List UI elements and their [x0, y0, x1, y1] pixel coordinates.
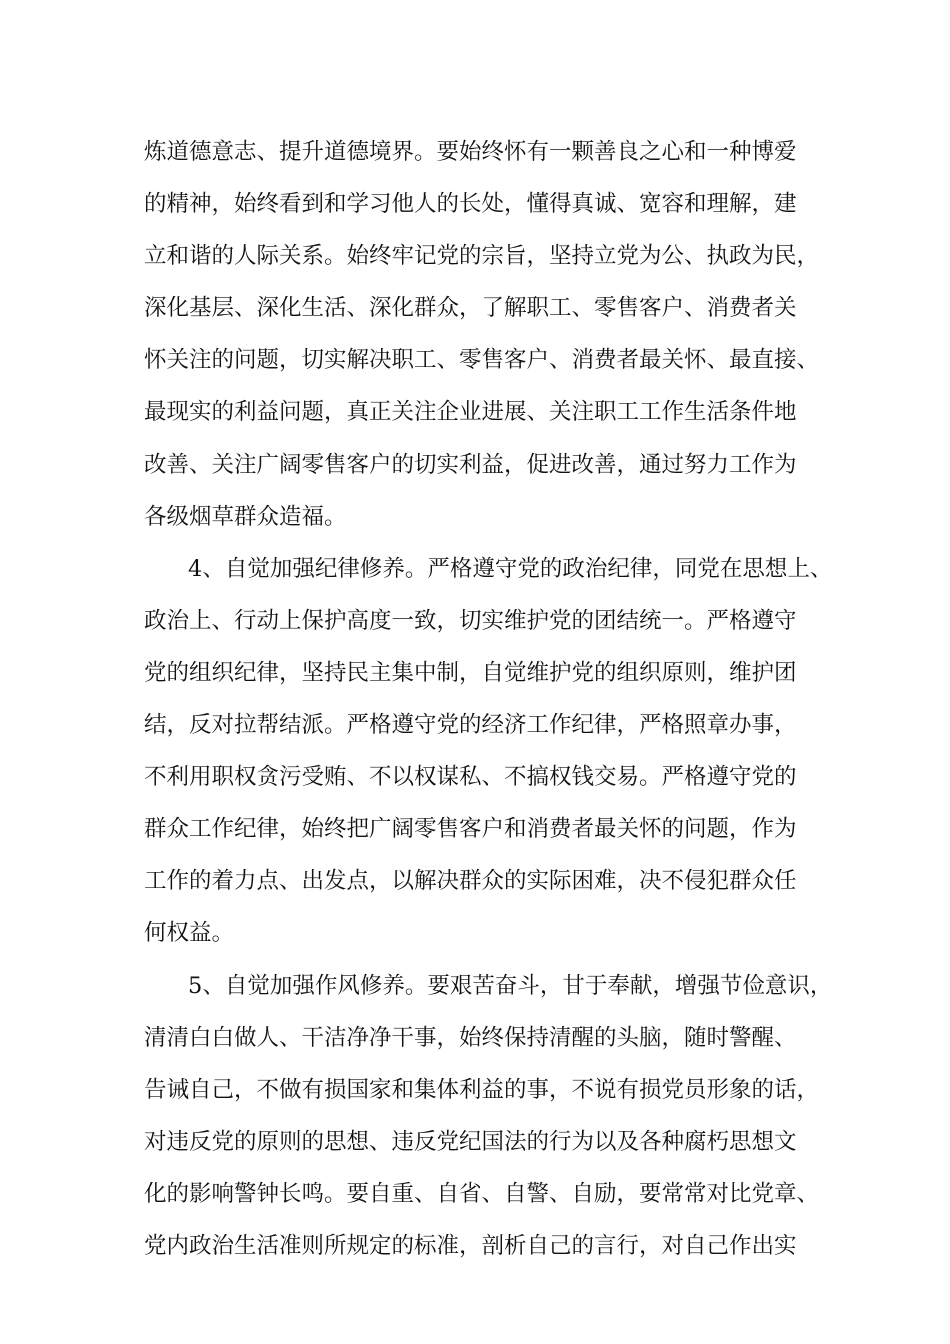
- text-line: 党内政治生活准则所规定的标准，剖析自己的言行，对自己作出实: [144, 1232, 797, 1259]
- text-line: 清清白白做人、干洁净净干事，始终保持清醒的头脑，随时警醒、: [144, 1024, 797, 1051]
- text-line: 深化基层、深化生活、深化群众，了解职工、零售客户、消费者关: [144, 295, 797, 322]
- paragraph-1: [144, 126, 834, 543]
- text-line: 5、自觉加强作风修养。要艰苦奋斗，甘于奉献，增强节俭意识，: [188, 972, 833, 999]
- text-line: 告诫自己，不做有损国家和集体利益的事，不说有损党员形象的话，: [144, 1076, 820, 1103]
- paragraph-2: [144, 543, 834, 960]
- text-line: 炼道德意志、提升道德境界。要始终怀有一颗善良之心和一种博爱: [144, 139, 797, 165]
- text-line: 何权益。: [144, 920, 235, 947]
- text-line: 工作的着力点、出发点，以解决群众的实际困难，决不侵犯群众任: [144, 868, 797, 895]
- text-line: 怀关注的问题，切实解决职工、零售客户、消费者最关怀、最直接、: [144, 347, 820, 374]
- text-line: 化的影响警钟长鸣。要自重、自省、自警、自励，要常常对比党章、: [144, 1180, 820, 1207]
- text-line: 群众工作纪律，始终把广阔零售客户和消费者最关怀的问题，作为: [144, 816, 797, 843]
- text-line: 党的组织纪律，坚持民主集中制，自觉维护党的组织原则，维护团: [144, 659, 797, 686]
- text-line: 各级烟草群众造福。: [144, 503, 347, 530]
- text-line: 政治上、行动上保护高度一致，切实维护党的团结统一。严格遵守: [144, 607, 797, 634]
- text-line: 立和谐的人际关系。始终牢记党的宗旨，坚持立党为公、执政为民，: [144, 243, 820, 270]
- paragraph-3: [144, 960, 834, 1273]
- text-line: 对违反党的原则的思想、违反党纪国法的行为以及各种腐朽思想文: [144, 1128, 797, 1155]
- text-line: 结，反对拉帮结派。严格遵守党的经济工作纪律，严格照章办事，: [144, 712, 797, 739]
- text-line: 的精神，始终看到和学习他人的长处，懂得真诚、宽容和理解，建: [144, 191, 797, 218]
- text-line: 不利用职权贪污受贿、不以权谋私、不搞权钱交易。严格遵守党的: [144, 764, 797, 791]
- text-line: 4、自觉加强纪律修养。严格遵守党的政治纪律，同党在思想上、: [188, 555, 833, 582]
- text-line: 最现实的利益问题，真正关注企业进展、关注职工工作生活条件地: [144, 399, 797, 426]
- text-line: 改善、关注广阔零售客户的切实利益，促进改善，通过努力工作为: [144, 451, 797, 478]
- document-body: [144, 126, 834, 1272]
